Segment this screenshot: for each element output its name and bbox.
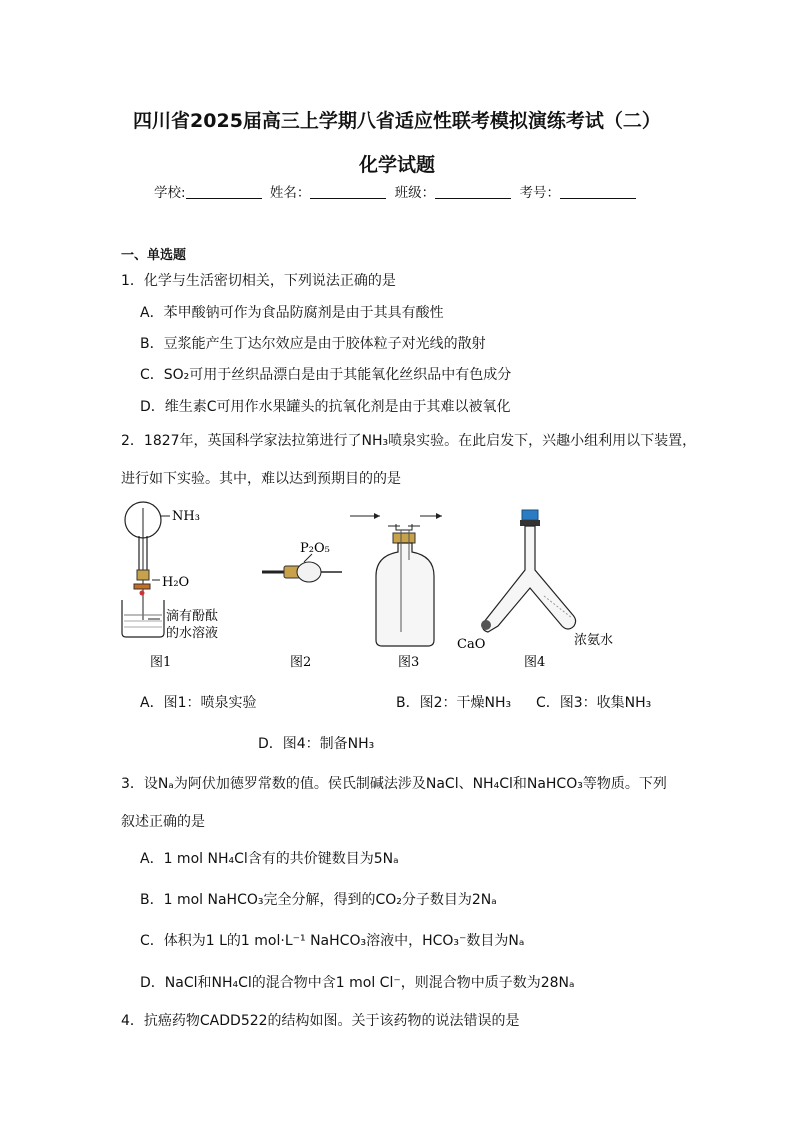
name-label: 姓名： bbox=[269, 185, 311, 201]
name-field[interactable] bbox=[310, 185, 386, 199]
figure-4-cao-label: CaO bbox=[457, 637, 486, 652]
question-2-stem-line1: 2．1827年，英国科学家法拉第进行了NH₃喷泉实验。在此启发下，兴趣小组利用以下装置， bbox=[121, 433, 697, 449]
figure-3-caption: 图3 bbox=[398, 655, 420, 670]
question-3-stem-line1: 3．设Nₐ为阿伏加德罗常数的值。侯氏制碱法涉及NaCl、NH₄Cl和NaHCO₃等物质。下列 bbox=[121, 776, 667, 792]
class-label: 班级： bbox=[394, 185, 436, 201]
question-2-option-c: C．图3：收集NH₃ bbox=[536, 695, 652, 711]
figure-3-gas-bottle bbox=[350, 513, 442, 646]
question-2-option-d: D．图4：制备NH₃ bbox=[258, 736, 375, 752]
figure-2-drying-tube bbox=[262, 554, 342, 582]
question-1-option-b: B．豆浆能产生丁达尔效应是由于胶体粒子对光线的散射 bbox=[140, 336, 486, 352]
question-3-stem-line2: 叙述正确的是 bbox=[121, 814, 205, 830]
school-label: 学校: bbox=[154, 185, 186, 201]
question-3-option-c: C．体积为1 L的1 mol·L⁻¹ NaHCO₃溶液中，HCO₃⁻数目为Nₐ bbox=[140, 933, 525, 949]
question-3-option-b: B．1 mol NaHCO₃完全分解，得到的CO₂分子数目为2Nₐ bbox=[140, 892, 497, 908]
exam-number-field[interactable] bbox=[560, 185, 636, 199]
exam-subject-title: 化学试题 bbox=[358, 154, 435, 176]
class-field[interactable] bbox=[435, 185, 511, 199]
figure-1-fountain bbox=[122, 502, 170, 637]
figure-1-solution-line2: 的水溶液 bbox=[166, 626, 219, 641]
figure-2-caption: 图2 bbox=[290, 655, 312, 670]
question-3-option-a: A．1 mol NH₄Cl含有的共价键数目为5Nₐ bbox=[140, 851, 399, 867]
figure-4-caption: 图4 bbox=[524, 655, 546, 670]
question-1-option-c: C．SO₂可用于丝织品漂白是由于其能氧化丝织品中有色成分 bbox=[140, 367, 512, 383]
question-1-option-a: A．苯甲酸钠可作为食品防腐剂是由于其具有酸性 bbox=[140, 305, 444, 321]
school-field[interactable] bbox=[186, 185, 262, 199]
figure-1-nh3-label: NH₃ bbox=[172, 509, 200, 524]
question-2-option-a: A．图1：喷泉实验 bbox=[140, 695, 257, 711]
question-2-stem-line2: 进行如下实验。其中，难以达到预期目的的是 bbox=[121, 471, 401, 487]
question-1-option-d: D．维生素C可用作水果罐头的抗氧化剂是由于其难以被氧化 bbox=[140, 399, 511, 415]
figure-4-y-tube bbox=[481, 510, 576, 632]
question-1-stem: 1．化学与生活密切相关，下列说法正确的是 bbox=[121, 273, 396, 289]
figure-1-caption: 图1 bbox=[150, 655, 172, 670]
section-heading: 一、单选题 bbox=[121, 248, 187, 263]
student-info-row bbox=[0, 181, 794, 201]
figure-1-h2o-label: H₂O bbox=[162, 575, 190, 590]
figure-1-solution-line1: 滴有酚酞 bbox=[166, 609, 219, 624]
figure-4-ammonia-label: 浓氨水 bbox=[574, 633, 614, 648]
exam-title: 四川省2025届高三上学期八省适应性联考模拟演练考试（二） bbox=[133, 110, 661, 132]
question-2-option-b: B．图2：干燥NH₃ bbox=[396, 695, 512, 711]
figure-2-p2o5-label: P₂O₅ bbox=[300, 541, 330, 556]
apparatus-figure bbox=[112, 500, 632, 680]
exam-number-label: 考号： bbox=[519, 185, 560, 201]
question-4-stem: 4．抗癌药物CADD522的结构如图。关于该药物的说法错误的是 bbox=[121, 1013, 520, 1029]
question-3-option-d: D．NaCl和NH₄Cl的混合物中含1 mol Cl⁻，则混合物中质子数为28Nₐ bbox=[140, 975, 575, 991]
